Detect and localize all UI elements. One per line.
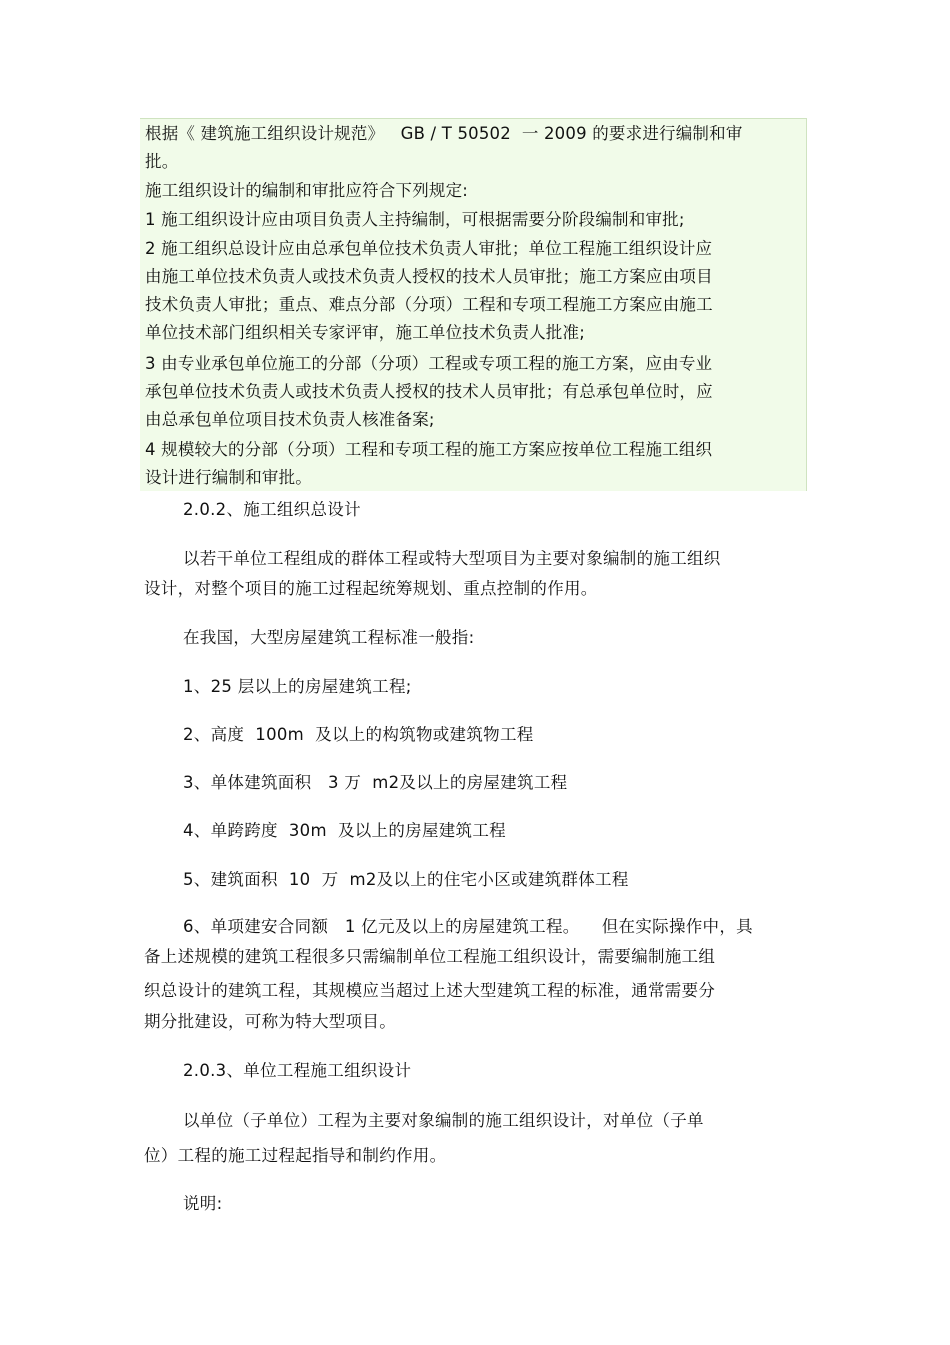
highlight-line: 由施工单位技术负责人或技术负责人授权的技术人员审批；施工方案应由项目 <box>145 267 713 286</box>
highlight-line: 批。 <box>145 152 179 171</box>
definition-line: 位）工程的施工过程起指导和制约作用。 <box>144 1146 447 1165</box>
list-item: 4、单跨跨度 30m 及以上的房屋建筑工程 <box>183 821 506 840</box>
highlight-line: 由总承包单位项目技术负责人核准备案; <box>145 410 435 429</box>
list-item: 2、高度 100m 及以上的构筑物或建筑物工程 <box>183 725 534 744</box>
highlight-line: 单位技术部门组织相关专家评审，施工单位技术负责人批准; <box>145 323 585 342</box>
section-heading-203: 2.0.3、单位工程施工组织设计 <box>183 1061 412 1080</box>
list-item: 1、25 层以上的房屋建筑工程; <box>183 677 412 696</box>
highlight-line: 3 由专业承包单位施工的分部（分项）工程或专项工程的施工方案，应由专业 <box>145 354 713 373</box>
highlight-line: 根据《 建筑施工组织设计规范》 GB / T 50502 一 2009 的要求进行编制和审 <box>145 124 743 143</box>
highlight-line: 1 施工组织设计应由项目负责人主持编制，可根据需要分阶段编制和审批; <box>145 210 685 229</box>
highlight-line: 技术负责人审批；重点、难点分部（分项）工程和专项工程施工方案应由施工 <box>145 295 713 314</box>
definition-line: 设计，对整个项目的施工过程起统筹规划、重点控制的作用。 <box>144 579 598 598</box>
list-item-6-line: 期分批建设，可称为特大型项目。 <box>144 1012 396 1031</box>
highlight-line: 承包单位技术负责人或技术负责人授权的技术人员审批；有总承包单位时，应 <box>145 382 713 401</box>
list-item-6-line: 织总设计的建筑工程，其规模应当超过上述大型建筑工程的标准，通常需要分 <box>144 981 716 1000</box>
section-heading-202: 2.0.2、施工组织总设计 <box>183 500 361 519</box>
list-item-6-line: 备上述规模的建筑工程很多只需编制单位工程施工组织设计，需要编制施工组 <box>144 947 716 966</box>
highlight-line: 4 规模较大的分部（分项）工程和专项工程的施工方案应按单位工程施工组织 <box>145 440 713 459</box>
definition-line: 以单位（子单位）工程为主要对象编制的施工组织设计，对单位（子单 <box>183 1111 704 1130</box>
highlight-line: 2 施工组织总设计应由总承包单位技术负责人审批；单位工程施工组织设计应 <box>145 239 713 258</box>
list-item: 3、单体建筑面积 3 万 m2及以上的房屋建筑工程 <box>183 773 568 792</box>
list-item: 5、建筑面积 10 万 m2及以上的住宅小区或建筑群体工程 <box>183 870 629 889</box>
note-label: 说明: <box>183 1194 223 1213</box>
list-item-6-line: 6、单项建安合同额 1 亿元及以上的房屋建筑工程。 但在实际操作中，具 <box>183 917 753 936</box>
highlight-line: 施工组织设计的编制和审批应符合下列规定: <box>145 181 469 200</box>
intro-paragraph: 在我国，大型房屋建筑工程标准一般指: <box>183 628 475 647</box>
highlight-line: 设计进行编制和审批。 <box>145 468 312 487</box>
definition-line: 以若干单位工程组成的群体工程或特大型项目为主要对象编制的施工组织 <box>183 549 721 568</box>
